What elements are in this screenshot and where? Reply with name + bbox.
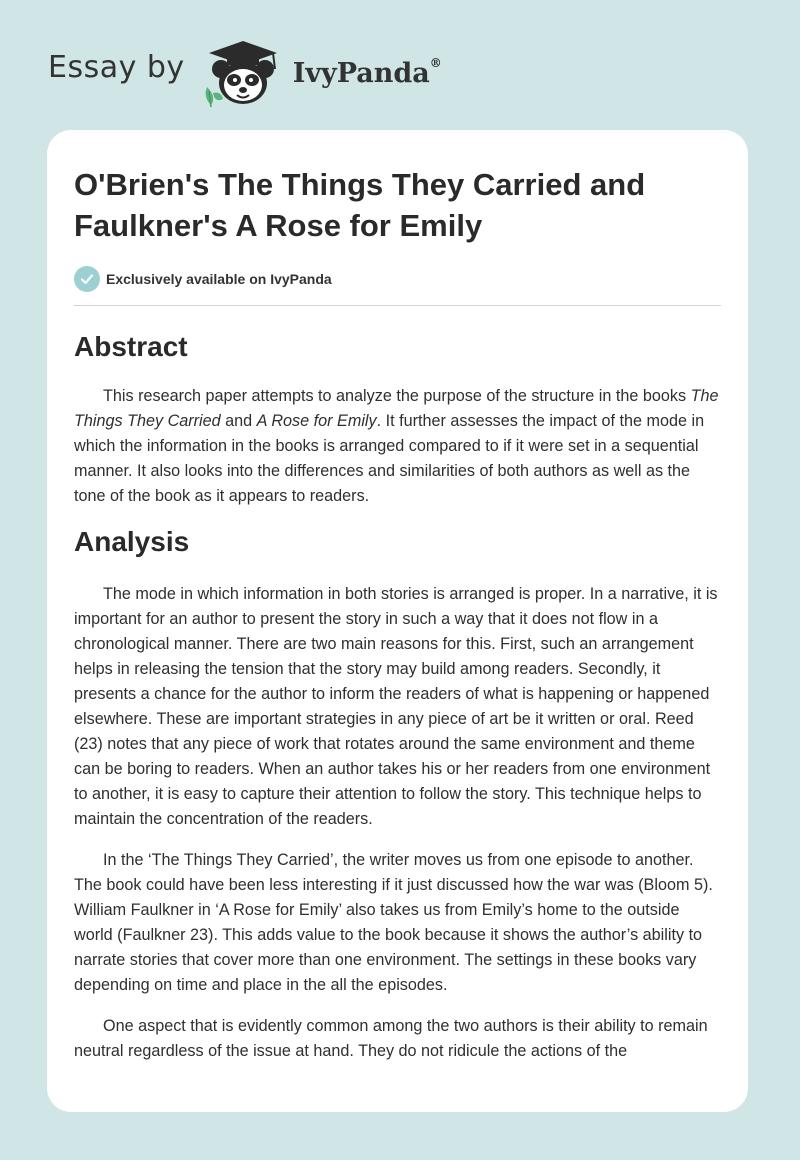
divider [74, 305, 721, 306]
availability-badge [74, 266, 721, 292]
analysis-paragraph-3: One aspect that is evidently common among the two authors is their ability to remain neutral regardless of the issue at hand. They do not ridicule the actions of the [74, 1017, 708, 1060]
page-title [74, 164, 721, 246]
check-icon [74, 266, 100, 292]
title-line-2: Faulkner's A Rose for Emily [74, 208, 483, 243]
abstract-paragraph: This research paper attempts to analyze the purpose of the structure in the books The Things They Carried and A Rose for Emily. It further assesses the impact of the mode in which the information in the books is arranged compared to if it were set in a sequential manner. It also looks into the differences and similarities of both authors as well as the tone of the book as it appears to readers. [74, 387, 719, 505]
analysis-paragraph-1: The mode in which information in both stories is arranged is proper. In a narrative, it is important for an author to present the story in such a way that it does not flow in a chronological manner. There are two main reasons for this. First, such an arrangement helps in releasing the tension that the story may build among readers. Secondly, it presents a chance for the author to inform the readers of what is happening or happened elsewhere. These are important strategies in any piece of art be it written or oral. Reed (23) notes that any piece of work that rotates around the same environment and theme can be boring to readers. When an author takes his or her readers from one environment to another, it is easy to capture their attention to follow the story. This technique helps to maintain the concentration of the readers. [74, 585, 718, 828]
title-line-1: O'Brien's The Things They Carried and [74, 167, 646, 202]
brand-header[interactable] [48, 36, 442, 106]
badge-text: Exclusively available on IvyPanda [106, 271, 332, 287]
analysis-heading: Analysis [74, 526, 190, 557]
book-title-things: The Things They Carried [74, 387, 719, 430]
essay-card [47, 130, 748, 1112]
brand-prefix: Essay by [48, 49, 185, 85]
brand-name: IvyPanda® [292, 55, 442, 89]
panda-graduate-icon [199, 35, 287, 107]
analysis-paragraph-2: In the ‘The Things They Carried’, the writer moves us from one episode to another. The book could have been less interesting if it just discussed how the war was (Bloom 5). William Faulkner in ‘A Rose for Emily’ also takes us from Emily’s home to the outside world (Faulkner 23). This adds value to the book because it shows the author’s ability to narrate stories that cover more than one environment. The settings in these books vary depending on time and place in the all the episodes. [74, 851, 713, 994]
registered-mark: ® [429, 55, 442, 70]
abstract-heading: Abstract [74, 331, 188, 362]
book-title-rose: A Rose for Emily [256, 412, 377, 430]
